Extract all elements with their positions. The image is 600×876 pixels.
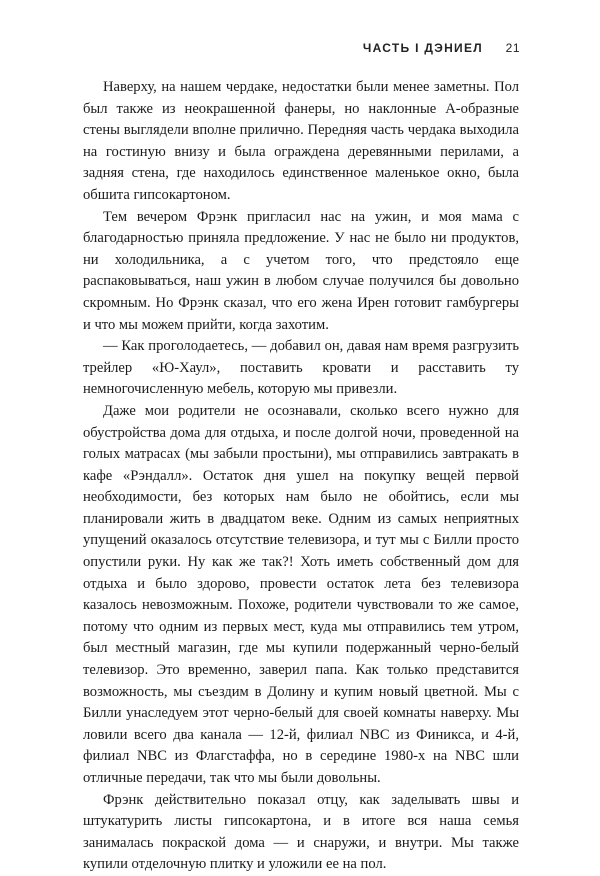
paragraph: Тем вечером Фрэнк пригласил нас на ужин, и моя мама с благодарностью приняла предложение. У нас не было ни продуктов, ни холодильника, а с учетом того, что предстояло еще распаковываться, наш ужин в любом случае получился бы довольно скромным. Но Фрэнк сказал, что его жена Ирен готовит гамбургеры и что мы можем прийти, когда захотим. [83, 208, 519, 333]
body-text [83, 77, 519, 876]
paragraph: — Как проголодаетесь, — добавил он, давая нам время разгрузить трейлер «Ю-Хаул», поставить кровати и расставить ту немногочисленную мебель, которую мы привезли. [83, 338, 519, 398]
paragraph: Даже мои родители не осознавали, сколько всего нужно для обустройства дома для отдыха, и после долгой ночи, проведенной на голых матрасах (мы забыли простыни), мы отправились завтракать в кафе «Рэндалл». Остаток дня ушел на покупку вещей первой необходимости, без которых нам было не обойтись, если мы планировали жить в двадцатом веке. Одним из самых неприятных упущений оказалось отсутствие телевизора, и тут мы с Билли просто опустили руки. Ну как же так?! Хоть иметь собственный дом для отдыха и было здорово, провести остаток лета без телевизора казалось невозможным. Похоже, родители чувствовали то же самое, потому что одним из первых мест, куда мы отправились тем утром, был местный магазин, где мы купили подержанный черно-белый телевизор. Это временно, заверил папа. Как только представится возможность, мы съездим в Долину и купим новый цветной. Мы с Билли унаследуем этот черно-белый для своей комнаты наверху. Мы ловили всего два канала — 12-й, филиал NBC из Финикса, и 4-й, филиал NBC из Флагстаффа, но в середине 1980-х на NBC шли отличные передачи, так что мы были довольны. [83, 402, 519, 786]
page-number: 21 [505, 41, 520, 55]
chapter-name: ДЭНИЕЛ [424, 41, 483, 55]
paragraph: Наверху, на нашем чердаке, недостатки были менее заметны. Пол был также из неокрашенной фанеры, но наклонные А-образные стены выглядели вполне прилично. Передняя часть чердака выходила на гостиную внизу и была ограждена деревянными перилами, а задняя стена, где находилось единственное маленькое окно, была обшита гипсокартоном. [83, 79, 519, 203]
part-label: ЧАСТЬ I [362, 41, 420, 55]
running-head [363, 41, 520, 55]
paragraph: Фрэнк действительно показал отцу, как заделывать швы и штукатурить листы гипсокартона, и в итоге вся наша семья занималась покраской дома — и снаружи, и внутри. Мы также купили отделочную плитку и уложили ее на пол. [83, 791, 519, 873]
